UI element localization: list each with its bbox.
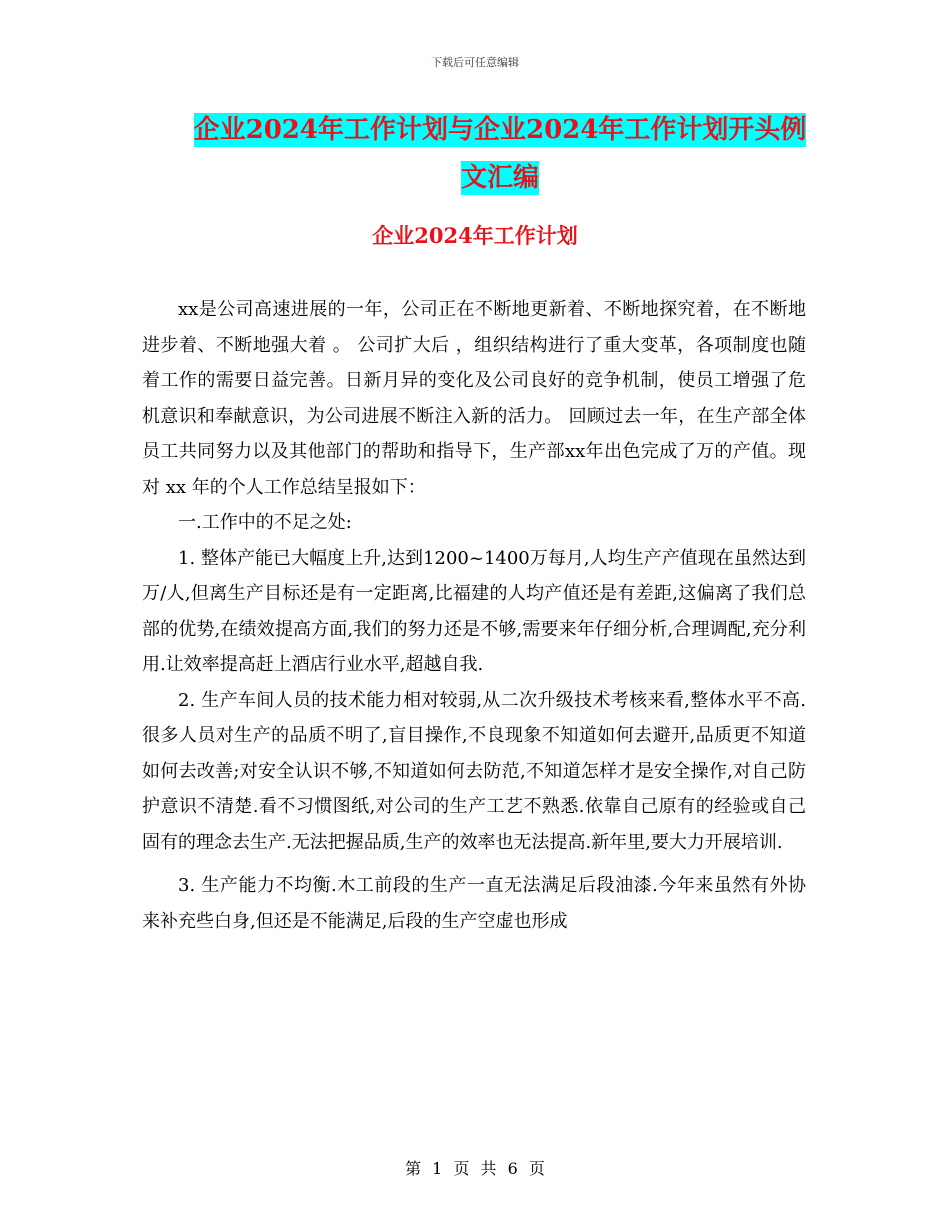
paragraph-item-1: 1. 整体产能已大幅度上升,达到1200~1400万每月,人均生产产值现在虽然达到 万/人,但离生产目标还是有一定距离,比福建的人均产值还是有差距,这偏离了我们总部的优势,在绩效提高方面,我们的努力还是不够,需要来年仔细分析,合理调配,充分利用.让效率提高赶上酒店行业水平,超越自我. [142, 547, 806, 675]
paragraph-shortcomings-heading: 一.工作中的不足之处: [178, 512, 352, 533]
document-body [142, 292, 806, 939]
paragraph-intro: xx是公司高速进展的一年，公司正在不断地更新着、不断地探究着，在不断地进步着、不断地强大着 。 公司扩大后 ，组织结构进行了重大变革，各项制度也随着工作的需要日益完善。日新月异的变化及公司良好的竞争机制，使员工增强了危机意识和奉献意识，为公司进展不断注入新的活力。 回顾过去一年，在生产部全体员工共同努力以及其他部门的帮助和指导下，生产部xx年出色完成了万的产值。现对 xx 年的个人工作总结呈报如下： [142, 299, 806, 498]
paragraph-item-2: 2. 生产车间人员的技术能力相对较弱,从二次升级技术考核来看,整体水平不高.很多人员对生产的品质不明了,盲目操作,不良现象不知道如何去避开,品质更不知道如何去改善;对安全认识不够,不知道如何去防范,不知道怎样才是安全操作,对自己防护意识不清楚.看不习惯图纸,对公司的生产工艺不熟悉.依靠自己原有的经验或自己固有的理念去生产.无法把握品质,生产的效率也无法提高.新年里,要大力开展培训. [142, 689, 806, 853]
section-heading: 企业2024年工作计划 [372, 223, 578, 248]
document-title-line-1: 企业2024年工作计划与企业2024年工作计划开头例 [193, 115, 807, 145]
document-title-line-2: 文汇编 [460, 163, 539, 193]
document-title [150, 106, 850, 202]
header-note: 下载后可任意编辑 [431, 56, 519, 69]
page-footer: 第 1 页 共 6 页 [405, 1159, 545, 1178]
paragraph-item-3: 3. 生产能力不均衡.木工前段的生产一直无法满足后段油漆.今年来虽然有外协来补充些白身,但还是不能满足,后段的生产空虚也形成 [142, 875, 806, 932]
